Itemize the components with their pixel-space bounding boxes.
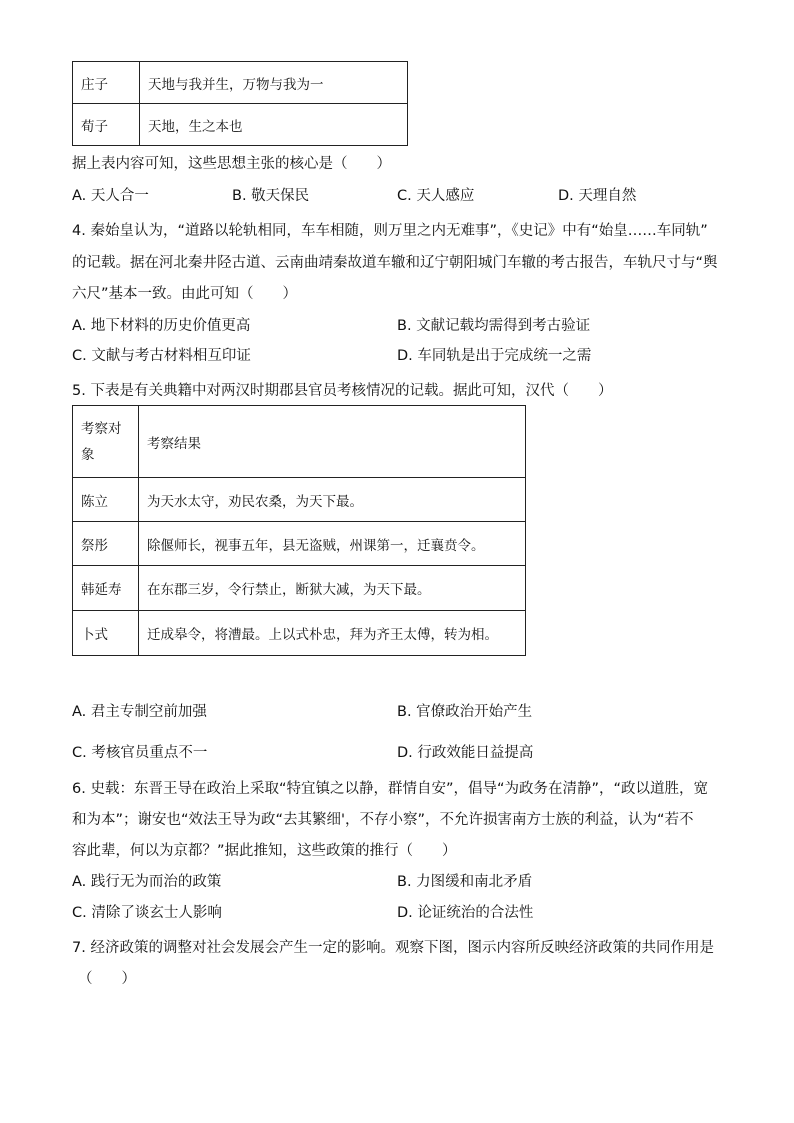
table-row	[73, 104, 408, 146]
q5-table	[72, 405, 526, 656]
q6-stem-line: 6. 史载：东晋王导在政治上采取“特宜镇之以静，群情自安”，倡导“为政务在清静”，“政以道胜，宽	[72, 781, 708, 797]
q5-stem: 5. 下表是有关典籍中对两汉时期郡县官员考核情况的记载。据此可知，汉代（ ）	[72, 383, 613, 399]
q7-stem-line: 7. 经济政策的调整对社会发展会产生一定的影响。观察下图，图示内容所反映经济政策的共同作用是	[72, 940, 714, 956]
table-row	[73, 478, 526, 522]
table-cell: 在东郡三岁，令行禁止，断狱大减，为天下最。	[139, 566, 526, 611]
q4-stem-line: 六尺”基本一致。由此可知（ ）	[72, 286, 298, 302]
table-cell: 韩延寿	[73, 566, 139, 611]
q7-stem-line: （ ）	[78, 971, 136, 987]
option-c[interactable]: C. 文献与考古材料相互印证	[72, 348, 251, 364]
table-cell: 除偃师长，视事五年，县无盗贼，州课第一，迁襄贲令。	[139, 522, 526, 566]
option-b[interactable]: B. 文献记载均需得到考古验证	[397, 318, 591, 334]
table-cell: 卜式	[73, 611, 139, 656]
option-c[interactable]: C. 天人感应	[397, 188, 475, 204]
table-cell: 陈立	[73, 478, 139, 522]
option-d[interactable]: D. 行政效能日益提高	[397, 745, 534, 761]
table-cell: 天地与我并生，万物与我为一	[140, 62, 408, 104]
q3-table	[72, 61, 408, 146]
option-a[interactable]: A. 地下材料的历史价值更高	[72, 318, 251, 334]
option-c[interactable]: C. 清除了谈玄士人影响	[72, 905, 222, 921]
option-b[interactable]: B. 敬天保民	[232, 188, 310, 204]
table-row	[73, 611, 526, 656]
table-row	[73, 566, 526, 611]
option-d[interactable]: D. 车同轨是出于完成统一之需	[397, 348, 592, 364]
column-header: 考察结果	[139, 406, 526, 478]
column-header: 考察对象	[73, 406, 139, 478]
q3-stem: 据上表内容可知，这些思想主张的核心是（ ）	[72, 156, 391, 172]
q4-stem-line: 4. 秦始皇认为，“道路以轮轨相同，车车相随，则万里之内无难事”，《史记》中有“始皇……车同轨”	[72, 223, 708, 239]
table-cell: 天地，生之本也	[140, 104, 408, 146]
q6-stem-line: 和为本”；谢安也“效法王导为政“去其繁细'，不存小察”，不允许损害南方士族的利益，认为“若不	[72, 812, 694, 828]
option-b[interactable]: B. 官僚政治开始产生	[397, 704, 533, 720]
option-b[interactable]: B. 力图缓和南北矛盾	[397, 874, 533, 890]
table-cell: 为天水太守，劝民农桑，为天下最。	[139, 478, 526, 522]
table-row	[73, 522, 526, 566]
table-header-row	[73, 406, 526, 478]
table-cell: 祭彤	[73, 522, 139, 566]
option-d[interactable]: D. 天理自然	[558, 188, 637, 204]
option-a[interactable]: A. 践行无为而治的政策	[72, 874, 222, 890]
table-cell: 荀子	[73, 104, 140, 146]
table-cell: 庄子	[73, 62, 140, 104]
table-cell: 迁成皋令，将漕最。上以式朴忠，拜为齐王太傅，转为相。	[139, 611, 526, 656]
option-a[interactable]: A. 君主专制空前加强	[72, 704, 207, 720]
table-row	[73, 62, 408, 104]
q4-stem-line: 的记载。据在河北秦井陉古道、云南曲靖秦故道车辙和辽宁朝阳城门车辙的考古报告，车轨尺寸与“舆	[72, 255, 718, 271]
option-a[interactable]: A. 天人合一	[72, 188, 149, 204]
option-d[interactable]: D. 论证统治的合法性	[397, 905, 534, 921]
q6-stem-line: 容此辈，何以为京都？”据此推知，这些政策的推行（ ）	[72, 843, 457, 859]
option-c[interactable]: C. 考核官员重点不一	[72, 745, 208, 761]
